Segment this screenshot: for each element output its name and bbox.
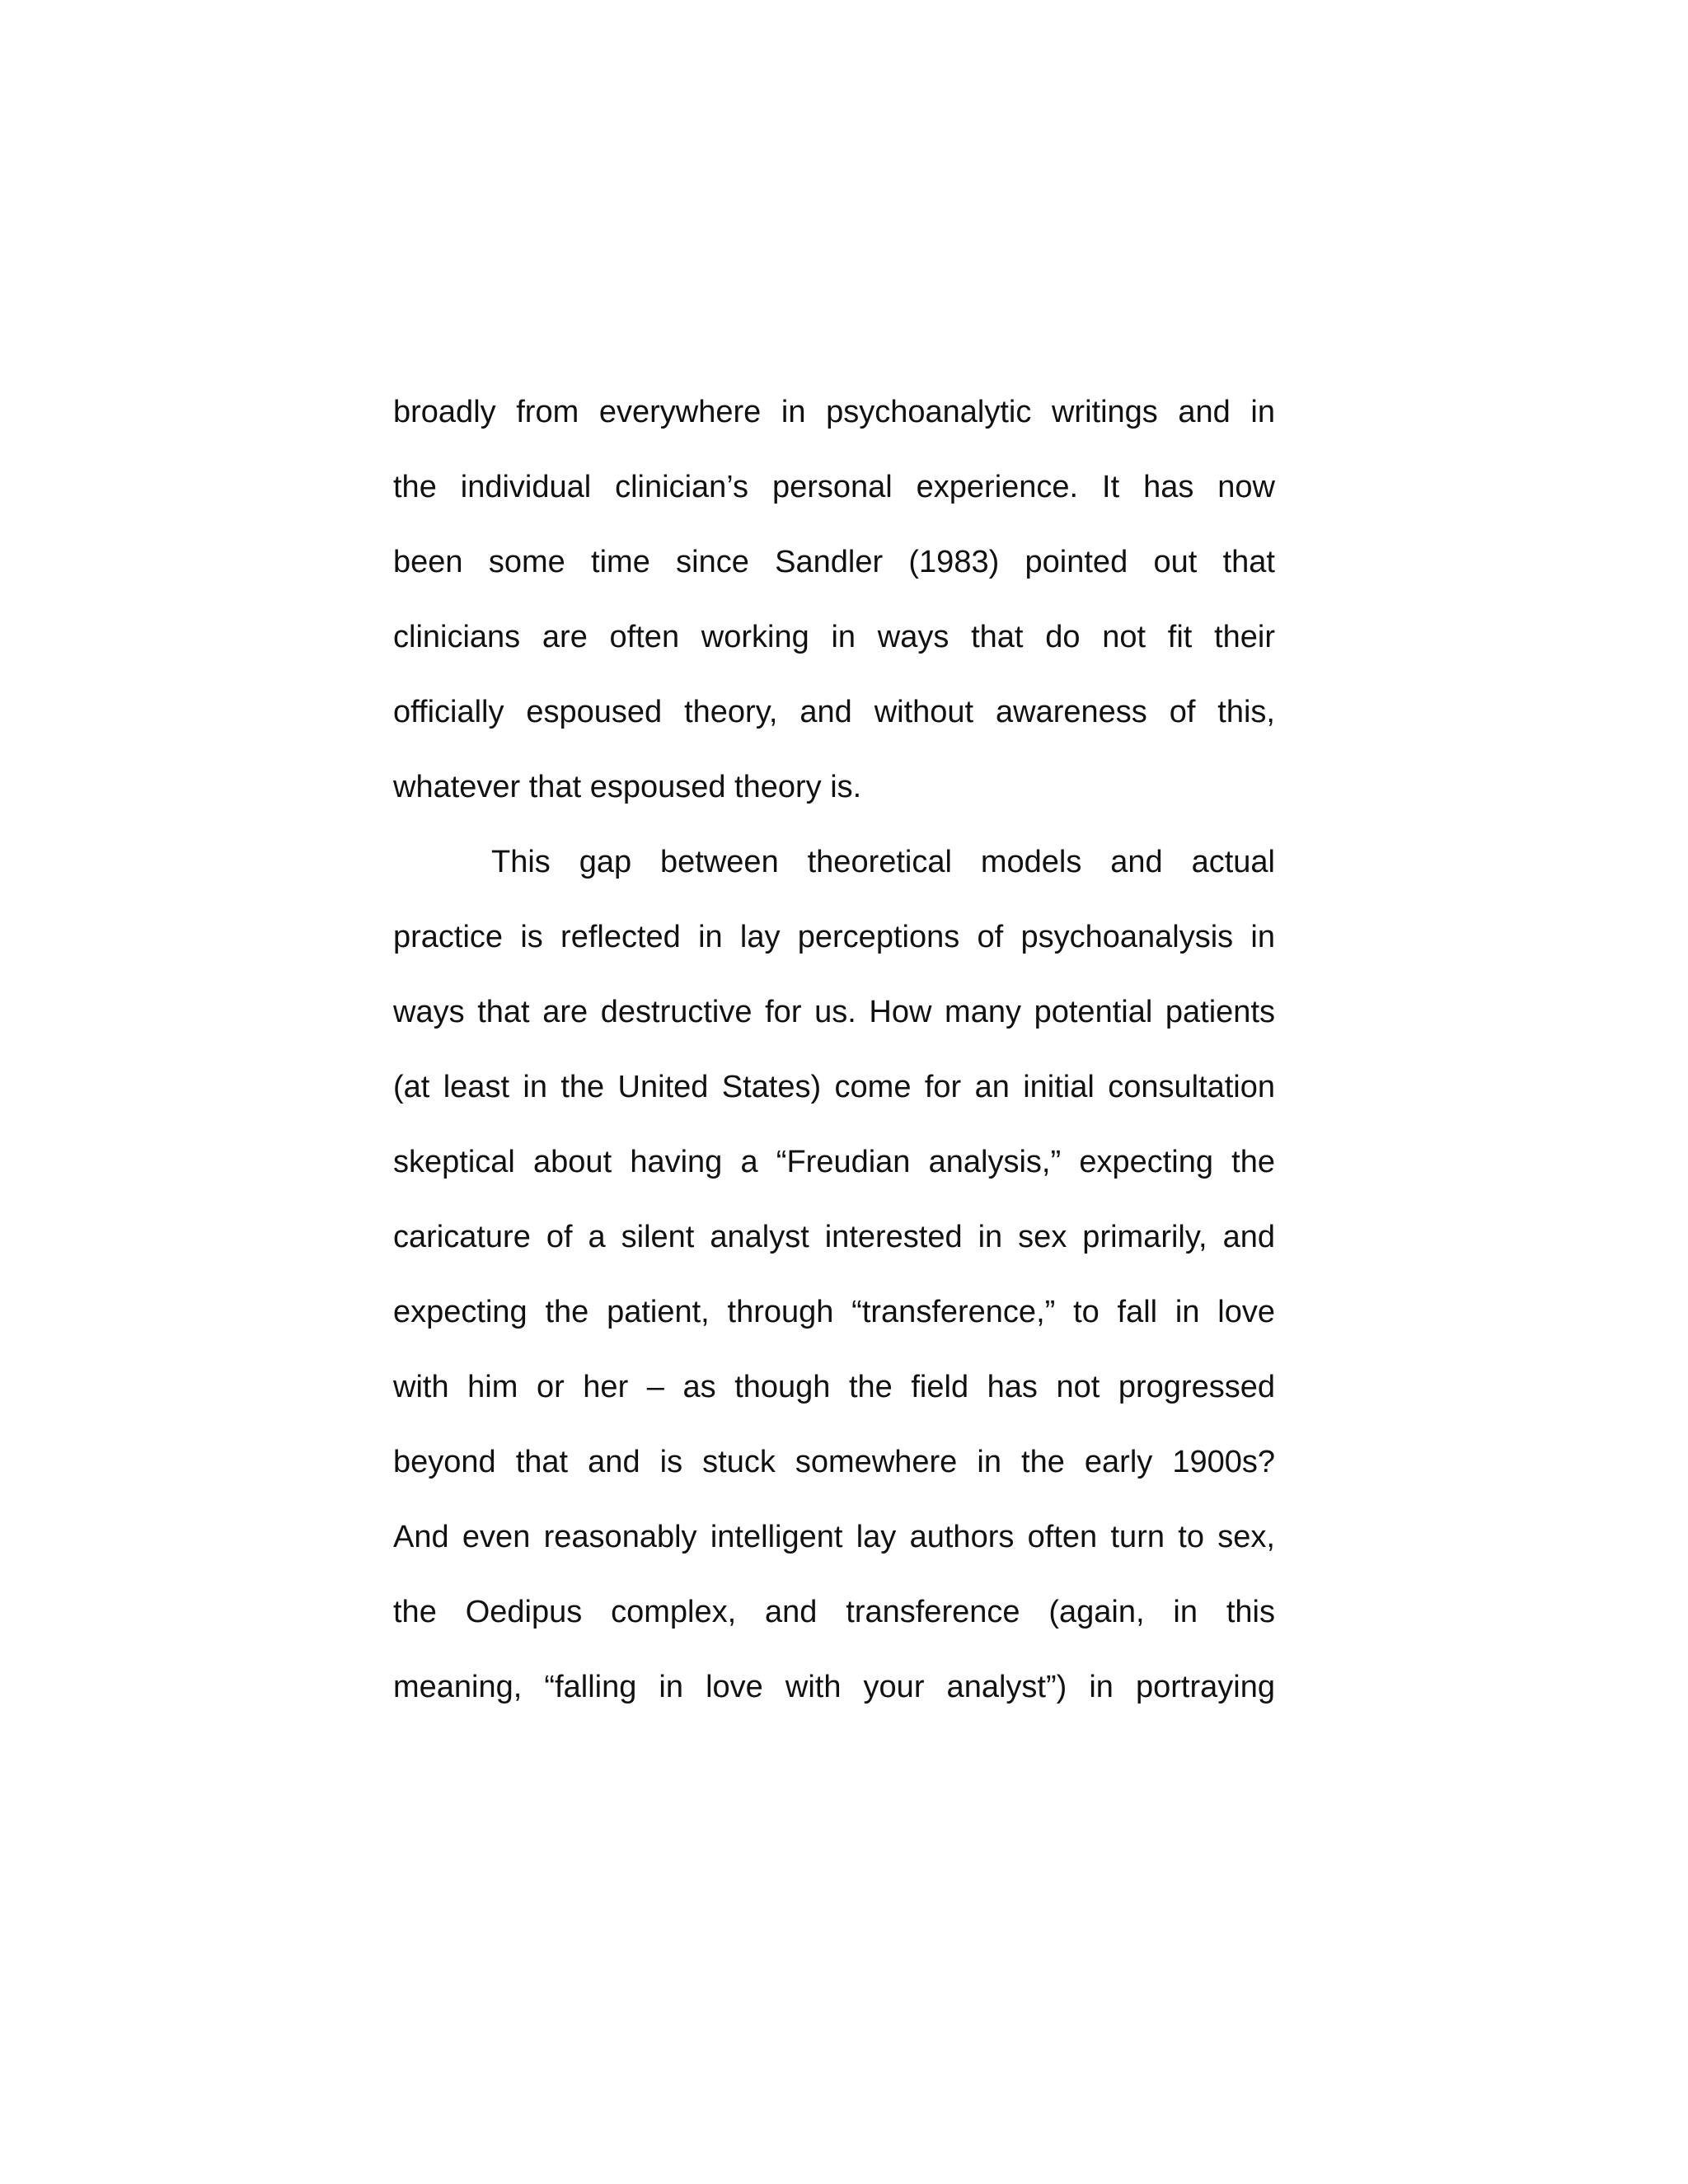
text-line: expecting the patient, through “transference,” to fall in love [393,1295,1275,1329]
text-line: officially espoused theory, and without awareness of this, [393,695,1275,729]
text-line: the Oedipus complex, and transference (again, in this [393,1595,1275,1629]
text-line: skeptical about having a “Freudian analysis,” expecting the [393,1145,1275,1179]
text-line: ways that are destructive for us. How many potential patients [393,995,1275,1029]
text-line: beyond that and is stuck somewhere in the early 1900s? [393,1445,1275,1479]
text-line: (at least in the United States) come for an initial consultation [393,1070,1275,1104]
text-line: been some time since Sandler (1983) pointed out that [393,545,1275,579]
text-line: clinicians are often working in ways that do not fit their [393,620,1275,654]
text-line: caricature of a silent analyst interested in sex primarily, and [393,1220,1275,1254]
paragraph-start-line: This gap between theoretical models and actual [491,845,1275,879]
text-line: meaning, “falling in love with your analyst”) in portraying [393,1670,1275,1704]
text-line: broadly from everywhere in psychoanalytic writings and in [393,395,1275,429]
text-line: the individual clinician’s personal experience. It has now [393,470,1275,504]
paragraph-end-line: whatever that espoused theory is. [393,770,862,804]
text-line: practice is reflected in lay perceptions of psychoanalysis in [393,920,1275,954]
text-line: And even reasonably intelligent lay authors often turn to sex, [393,1520,1275,1554]
text-line: with him or her – as though the field has not progressed [393,1370,1275,1404]
